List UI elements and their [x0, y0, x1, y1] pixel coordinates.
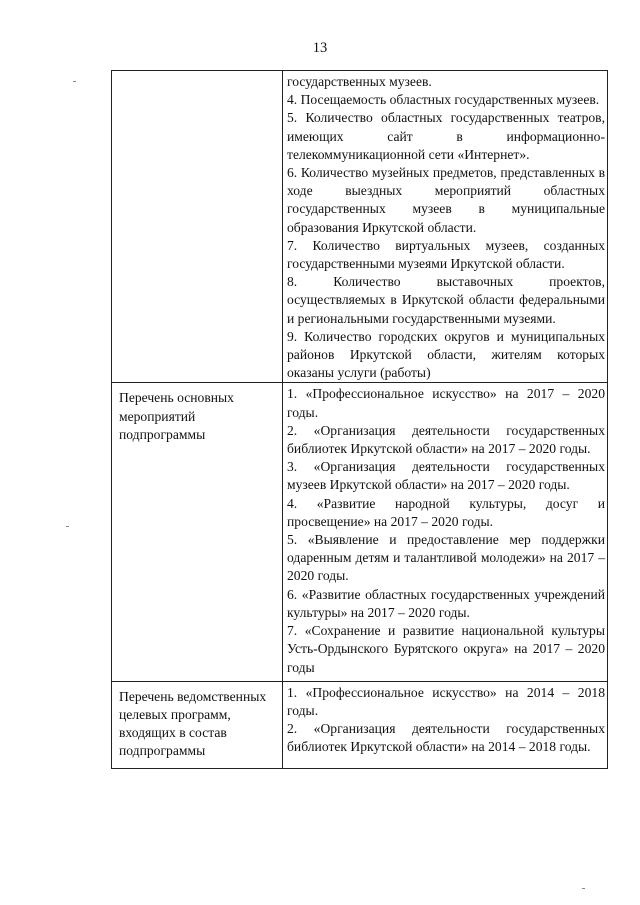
row-label-cell — [112, 383, 283, 681]
activity-list — [283, 383, 607, 680]
scan-speck — [66, 526, 69, 527]
activity-item: 2. «Организация деятельности государственных библиотек Иркутской области» на 2017 – 2020 годы. — [287, 422, 605, 457]
table-row-main-activities — [112, 383, 608, 681]
indicator-item: 8. Количество выставочных проектов, осуществляемых в Иркутской области федеральными и региональными государственными музеями. — [287, 274, 605, 326]
row-label: Перечень основных мероприятий подпрограммы — [119, 390, 234, 442]
activity-item: 6. «Развитие областных государственных учреждений культуры» на 2017 – 2020 годы. — [287, 586, 605, 620]
indicator-list — [283, 71, 607, 382]
row-label: Перечень ведомственных целевых программ, входящих в состав подпрограммы — [119, 688, 267, 759]
row-label-cell — [112, 71, 283, 383]
target-program-item: 2. «Организация деятельности государственных библиотек Иркутской области» на 2014 – 2018 годы. — [287, 721, 605, 755]
activity-item: 7. «Сохранение и развитие национальной культуры Усть-Ордынского Бурятского округа» на 2017 – 2020 годы — [287, 623, 605, 675]
indicator-item: 9. Количество городских округов и муниципальных районов Иркутской области, жителям которых оказаны услуги (работы) — [287, 328, 605, 381]
indicator-item: 7. Количество виртуальных музеев, созданных государственными музеями Иркутской области. — [287, 237, 605, 272]
table-row-indicators — [112, 71, 608, 383]
row-label — [112, 71, 282, 77]
row-content-cell — [283, 383, 608, 681]
indicator-item: государственных музеев. — [287, 74, 432, 89]
page-number: 13 — [312, 40, 328, 56]
activity-item: 3. «Организация деятельности государственных музеев Иркутской области» на 2017 – 2020 годы. — [287, 459, 605, 493]
subprogram-passport-table — [111, 70, 608, 769]
scan-speck — [582, 888, 585, 889]
row-content-cell — [283, 71, 608, 383]
scan-speck — [73, 81, 76, 82]
row-content-cell — [283, 681, 608, 768]
activity-item: 1. «Профессиональное искусство» на 2017 – 2020 годы. — [287, 386, 605, 420]
activity-item: 5. «Выявление и предоставление мер поддержки одаренным детям и талантливой молодежи» на 2017 – 2020 годы. — [287, 532, 605, 584]
indicator-item: 5. Количество областных государственных театров, имеющих сайт в информационно-телекоммуникационной сети «Интернет». — [287, 110, 605, 162]
target-program-list — [283, 682, 607, 768]
row-label-cell — [112, 681, 283, 768]
indicator-item: 6. Количество музейных предметов, представленных в ходе выездных мероприятий областных государственных музеев в муниципальные образования Иркутской области. — [287, 165, 605, 235]
indicator-item: 4. Посещаемость областных государственных музеев. — [287, 92, 600, 108]
table-row-target-programs — [112, 681, 608, 768]
target-program-item: 1. «Профессиональное искусство» на 2014 – 2018 годы. — [287, 684, 605, 718]
activity-item: 4. «Развитие народной культуры, досуг и просвещение» на 2017 – 2020 годы. — [287, 495, 605, 529]
